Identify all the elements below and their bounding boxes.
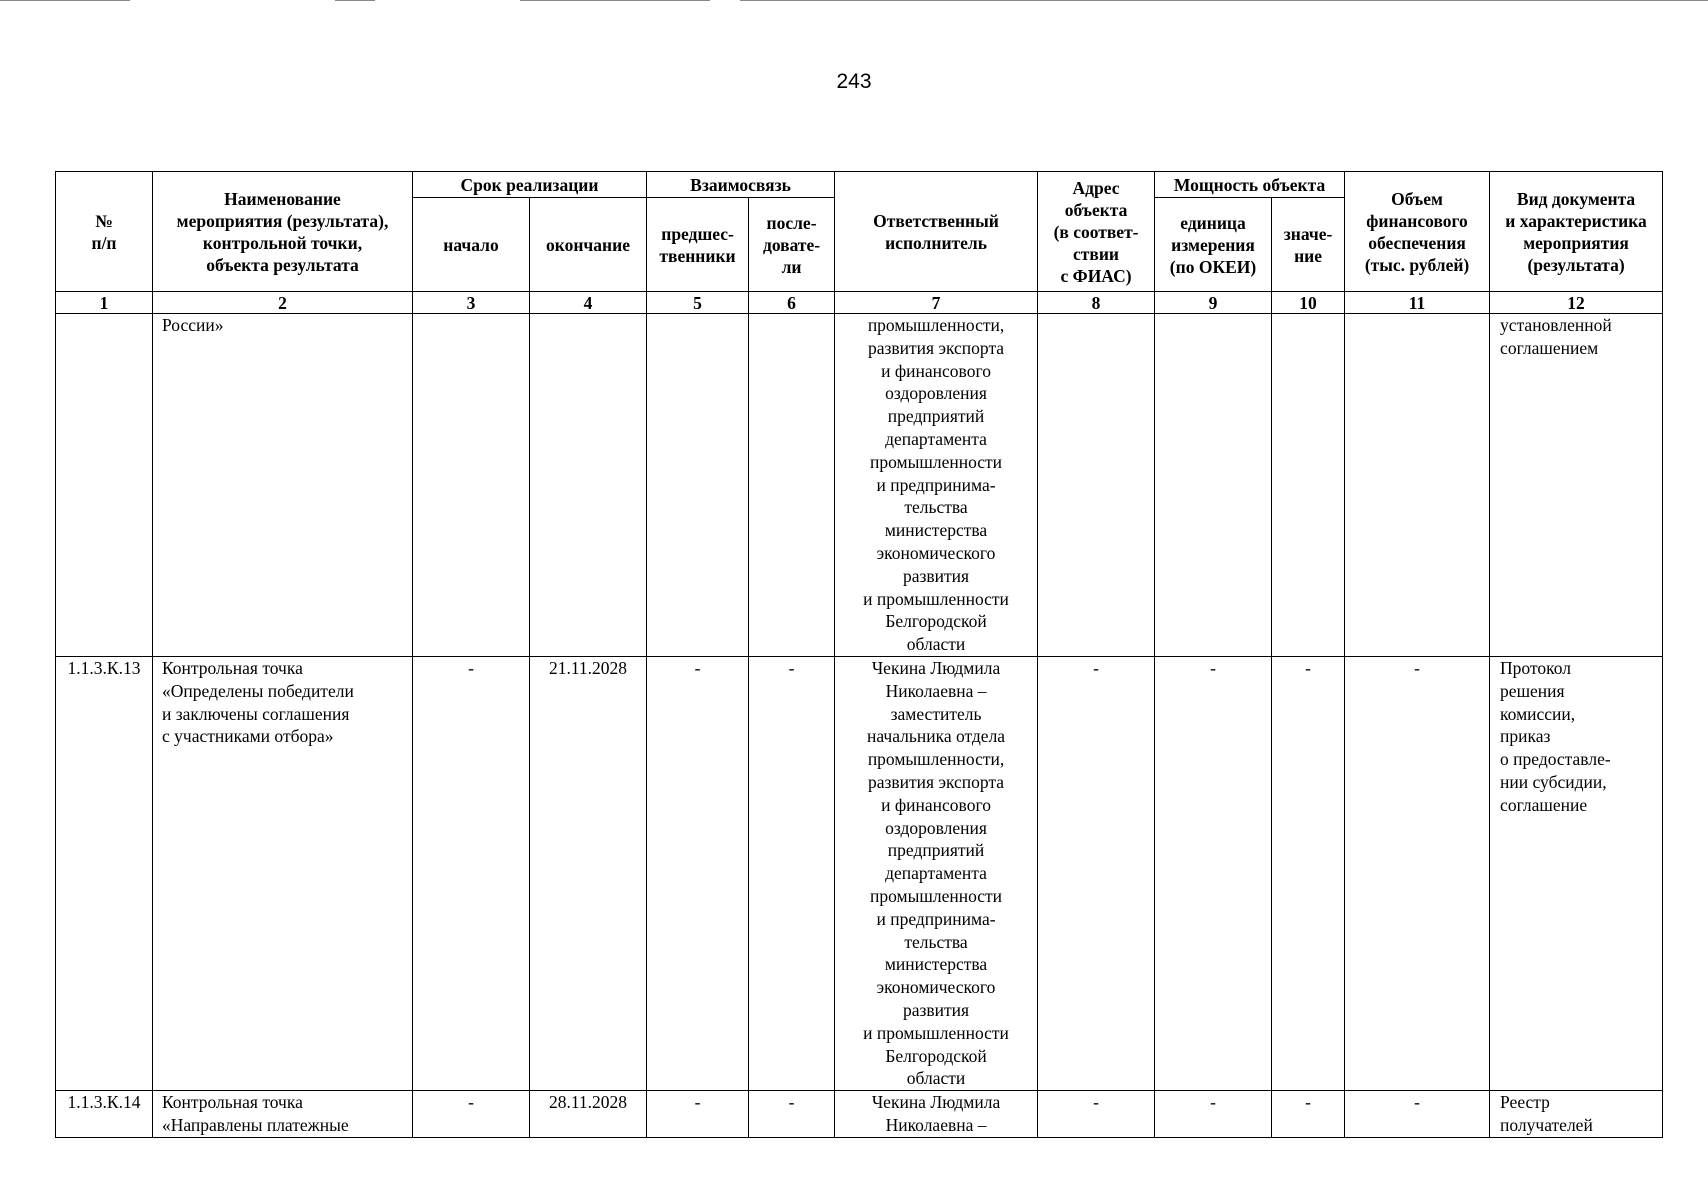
- cell-unit: -: [1155, 656, 1272, 1090]
- header-row-group: [56, 172, 1663, 198]
- cell-document: Реестр получателей: [1490, 1091, 1663, 1138]
- header-value: значе- ние: [1272, 198, 1345, 292]
- header-responsible: Ответственный исполнитель: [835, 172, 1038, 292]
- column-number: 5: [647, 292, 749, 314]
- header-number: № п/п: [56, 172, 153, 292]
- cell-name: Контрольная точка «Направлены платежные: [153, 1091, 413, 1138]
- cell-document: Протокол решения комиссии, приказ о предоставле- нии субсидии, соглашение: [1490, 656, 1663, 1090]
- column-number: 8: [1038, 292, 1155, 314]
- header-predecessors: предшес- твенники: [647, 198, 749, 292]
- header-name: Наименование мероприятия (результата), контрольной точки, объекта результата: [153, 172, 413, 292]
- cell-value: [1272, 314, 1345, 657]
- cell-start: -: [413, 1091, 530, 1138]
- activities-table: [55, 171, 1663, 1138]
- header-term-group: Срок реализации: [413, 172, 647, 198]
- cell-address: -: [1038, 1091, 1155, 1138]
- cell-number: 1.1.3.К.14: [56, 1091, 153, 1138]
- column-number-row: [56, 292, 1663, 314]
- cell-finance: [1345, 314, 1490, 657]
- cell-end: 21.11.2028: [530, 656, 647, 1090]
- header-address: Адрес объекта (в соответ- ствии с ФИАС): [1038, 172, 1155, 292]
- cell-name: Контрольная точка «Определены победители и заключены соглашения с участниками отбора»: [153, 656, 413, 1090]
- cell-predecessors: -: [647, 1091, 749, 1138]
- cell-number: [56, 314, 153, 657]
- cell-value: -: [1272, 1091, 1345, 1138]
- table-row: [56, 656, 1663, 1090]
- table-row: [56, 1091, 1663, 1138]
- scan-edge-line: [335, 0, 375, 1]
- cell-unit: [1155, 314, 1272, 657]
- cell-successors: -: [749, 1091, 835, 1138]
- cell-end: [530, 314, 647, 657]
- column-number: 9: [1155, 292, 1272, 314]
- column-number: 3: [413, 292, 530, 314]
- cell-responsible: Чекина Людмила Николаевна –: [835, 1091, 1038, 1138]
- cell-address: -: [1038, 656, 1155, 1090]
- cell-predecessors: -: [647, 656, 749, 1090]
- column-number: 11: [1345, 292, 1490, 314]
- cell-responsible: Чекина Людмила Николаевна – заместитель начальника отдела промышленности, развития экспорта и финансового оздоровления предприятий департамента промышленности и предпринима- тельства министерства экономического развития и промышленности Белгородской области: [835, 656, 1038, 1090]
- cell-unit: -: [1155, 1091, 1272, 1138]
- column-number: 6: [749, 292, 835, 314]
- header-document: Вид документа и характеристика мероприятия (результата): [1490, 172, 1663, 292]
- cell-start: -: [413, 656, 530, 1090]
- table-row: [56, 314, 1663, 657]
- column-number: 2: [153, 292, 413, 314]
- cell-successors: -: [749, 656, 835, 1090]
- cell-responsible: промышленности, развития экспорта и финансового оздоровления предприятий департамента промышленности и предпринима- тельства министерства экономического развития и промышленности Белгородской области: [835, 314, 1038, 657]
- header-link-group: Взаимосвязь: [647, 172, 835, 198]
- column-number: 1: [56, 292, 153, 314]
- cell-predecessors: [647, 314, 749, 657]
- header-start: начало: [413, 198, 530, 292]
- scan-edge-line: [740, 0, 1708, 1]
- cell-successors: [749, 314, 835, 657]
- cell-value: -: [1272, 656, 1345, 1090]
- page-number: 243: [836, 70, 872, 93]
- cell-name: России»: [153, 314, 413, 657]
- cell-finance: -: [1345, 656, 1490, 1090]
- cell-document: установленной соглашением: [1490, 314, 1663, 657]
- cell-address: [1038, 314, 1155, 657]
- scan-edge-line: [520, 0, 710, 1]
- header-finance: Объем финансового обеспечения (тыс. рублей): [1345, 172, 1490, 292]
- header-end: окончание: [530, 198, 647, 292]
- column-number: 7: [835, 292, 1038, 314]
- column-number: 12: [1490, 292, 1663, 314]
- header-power-group: Мощность объекта: [1155, 172, 1345, 198]
- column-number: 4: [530, 292, 647, 314]
- cell-end: 28.11.2028: [530, 1091, 647, 1138]
- column-number: 10: [1272, 292, 1345, 314]
- scan-edge-line: [0, 0, 130, 1]
- header-unit: единица измерения (по ОКЕИ): [1155, 198, 1272, 292]
- cell-start: [413, 314, 530, 657]
- cell-finance: -: [1345, 1091, 1490, 1138]
- cell-number: 1.1.3.К.13: [56, 656, 153, 1090]
- header-successors: после- довате- ли: [749, 198, 835, 292]
